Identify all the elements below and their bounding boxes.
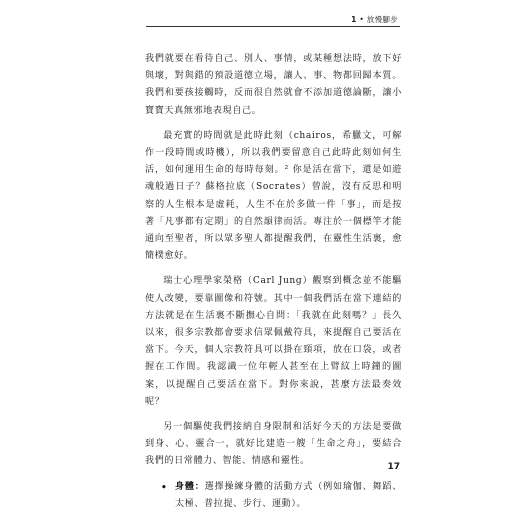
page-body — [145, 51, 402, 513]
running-header — [351, 14, 398, 25]
chapter-title: 放慢腳步 — [366, 15, 398, 24]
list-item — [161, 479, 402, 513]
bullet-term: 身體： — [175, 481, 205, 492]
page-number: 17 — [387, 462, 400, 472]
paragraph-3: 瑞士心理學家榮格（Carl Jung）觀察到概念並不能驅使人改變，要靠圖像和符號。其中一個我們活在當下連結的方法就是在生活裏不斷撫心自問：「我就在此刻嗎？」長久以來，很多宗教都會要求信眾佩戴符具，來提醒自己要活在當下。今天，個人宗教符具可以掛在頸項，放在口袋，或者握在工作間。我認識一位年輕人甚至在上臂紋上時鐘的圖案，以提醒自己要活在當下。對你來說，甚麼方法最奏效呢？ — [145, 276, 402, 407]
paragraph-1: 我們就要在看待自己、別人、事情，或某種想法時，放下好與壞，對與錯的預設道德立場，讓人、事、物都回歸本質。我們和要孩接觸時，反而很自然就會不添加道德論斷，讓小寶寶天真無邪地表現自己。 — [145, 54, 402, 116]
paragraph-2: 最充實的時間就是此時此刻（chairos，希臘文，可解作一段時間或時機），所以我們要留意自己此時此刻如何生活，如何運用生命的每時每刻。² 你是活在當下，還是如遊魂般過日子？蘇格拉底（Socrates）曾說，沒有反思和明察的人生根本是虛耗，人生不在於多做一件「事」，而是按著「凡事都有定期」的自然韻律而活。專注於一個標竿才能通向至聖者，所以眾多聖人都提醒我們，在靈性生活裏，愈簡樸愈好。 — [145, 130, 402, 262]
header-rule — [146, 26, 400, 27]
bullet-list — [145, 479, 402, 513]
header-separator: • — [359, 15, 365, 24]
paragraph-4: 另一個驅使我們接納自身限制和活好今天的方法是要做到身、心、靈合一，就好比建造一艘「生命之舟」，要結合我們的日常體力、智能、情感和靈性。 — [145, 422, 402, 467]
chapter-number: 1 — [351, 15, 357, 24]
bullet-text: 選擇操練身體的活動方式（例如瑜伽、舞蹈、太極、普拉提、步行、運動）。 — [175, 481, 402, 509]
bullet-icon: • — [161, 481, 168, 493]
